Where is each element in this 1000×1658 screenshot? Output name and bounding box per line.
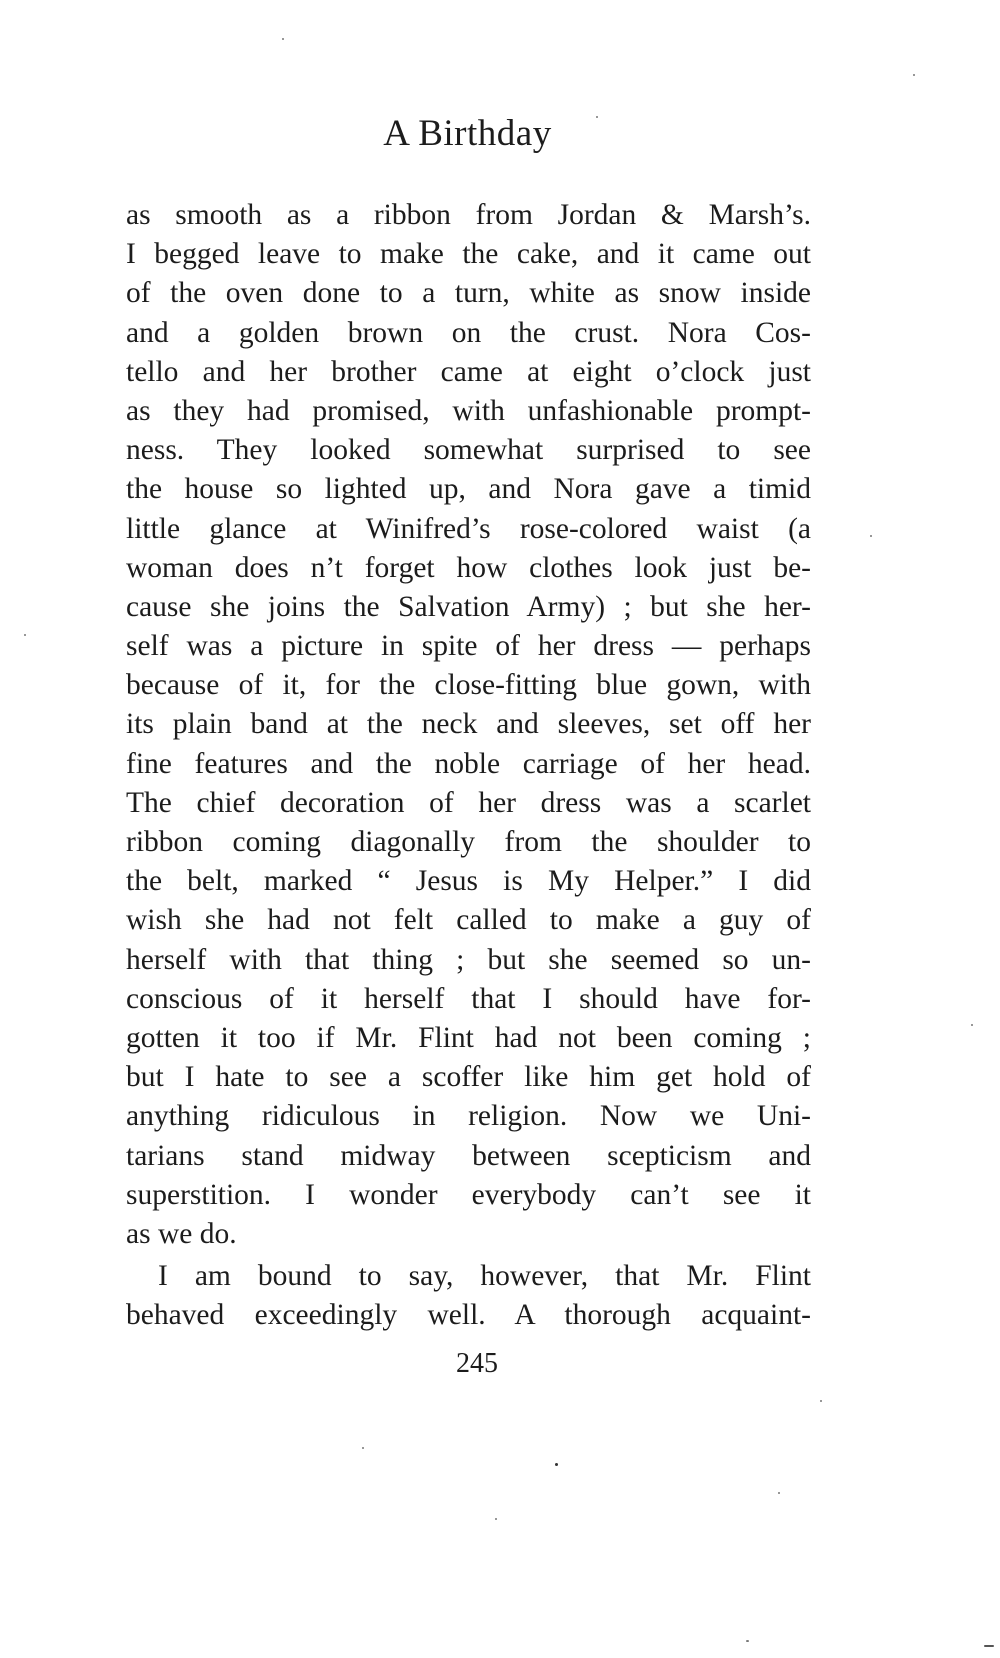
text-line: ribbon coming diagonally from the shoulder to (126, 826, 811, 858)
text-line: ness. They looked somewhat surprised to see (126, 434, 811, 467)
paper-speck (362, 1447, 364, 1449)
paper-speck (971, 1024, 973, 1026)
paper-speck (913, 74, 915, 76)
text-line: behaved exceedingly well. A thorough acquaint- (126, 1299, 811, 1332)
text-line: and a golden brown on the crust. Nora Cos- (126, 316, 811, 349)
text-line: fine features and the noble carriage of her head. (126, 747, 811, 780)
text-line: as they had promised, with unfashionable prompt- (126, 394, 811, 427)
text-line: the house so lighted up, and Nora gave a timid (126, 473, 811, 506)
text-line: as we do. (126, 1217, 237, 1250)
body-text (126, 196, 811, 1335)
text-line: its plain band at the neck and sleeves, set off her (126, 708, 811, 741)
page-number: 245 (456, 1348, 498, 1379)
running-head: A Birthday (383, 113, 552, 154)
text-line: the belt, marked “ Jesus is My Helper.” I did (126, 865, 811, 898)
paper-speck (778, 1492, 780, 1494)
text-line: tarians stand midway between scepticism and (126, 1139, 811, 1172)
text-line: but I hate to see a scoffer like him get hold of (126, 1061, 811, 1094)
text-line: I am bound to say, however, that Mr. Flint (158, 1260, 811, 1293)
text-line: The chief decoration of her dress was a scarlet (126, 786, 811, 819)
paper-speck (282, 38, 284, 40)
text-line: anything ridiculous in religion. Now we Uni- (126, 1100, 811, 1133)
text-line: conscious of it herself that I should have for- (126, 982, 811, 1015)
text-line: because of it, for the close-fitting blue gown, with (126, 669, 811, 702)
paper-speck (596, 116, 598, 118)
text-line: as smooth as a ribbon from Jordan & Marsh’s. (126, 199, 811, 231)
text-line: woman does n’t forget how clothes look just be- (126, 551, 811, 584)
paper-speck (555, 1463, 558, 1466)
text-line: cause she joins the Salvation Army) ; but she her- (126, 590, 811, 623)
paper-speck (984, 1645, 994, 1647)
paper-speck (495, 1518, 497, 1520)
text-line: gotten it too if Mr. Flint had not been coming ; (126, 1021, 811, 1054)
text-line: herself with that thing ; but she seemed so un- (126, 943, 811, 976)
paper-speck (24, 634, 26, 636)
text-line: wish she had not felt called to make a guy of (126, 904, 811, 937)
text-line: of the oven done to a turn, white as snow inside (126, 277, 811, 310)
paper-speck (870, 535, 872, 537)
paragraph (126, 196, 811, 1254)
text-line: self was a picture in spite of her dress — perhaps (126, 630, 811, 663)
paper-speck (746, 1640, 749, 1642)
text-line: little glance at Winifred’s rose-colored waist (a (126, 512, 811, 545)
paragraph (126, 1257, 811, 1335)
text-line: I begged leave to make the cake, and it came out (126, 238, 811, 271)
text-line: superstition. I wonder everybody can’t see it (126, 1178, 811, 1211)
text-line: tello and her brother came at eight o’clock just (126, 355, 811, 388)
paper-speck (820, 1400, 822, 1402)
